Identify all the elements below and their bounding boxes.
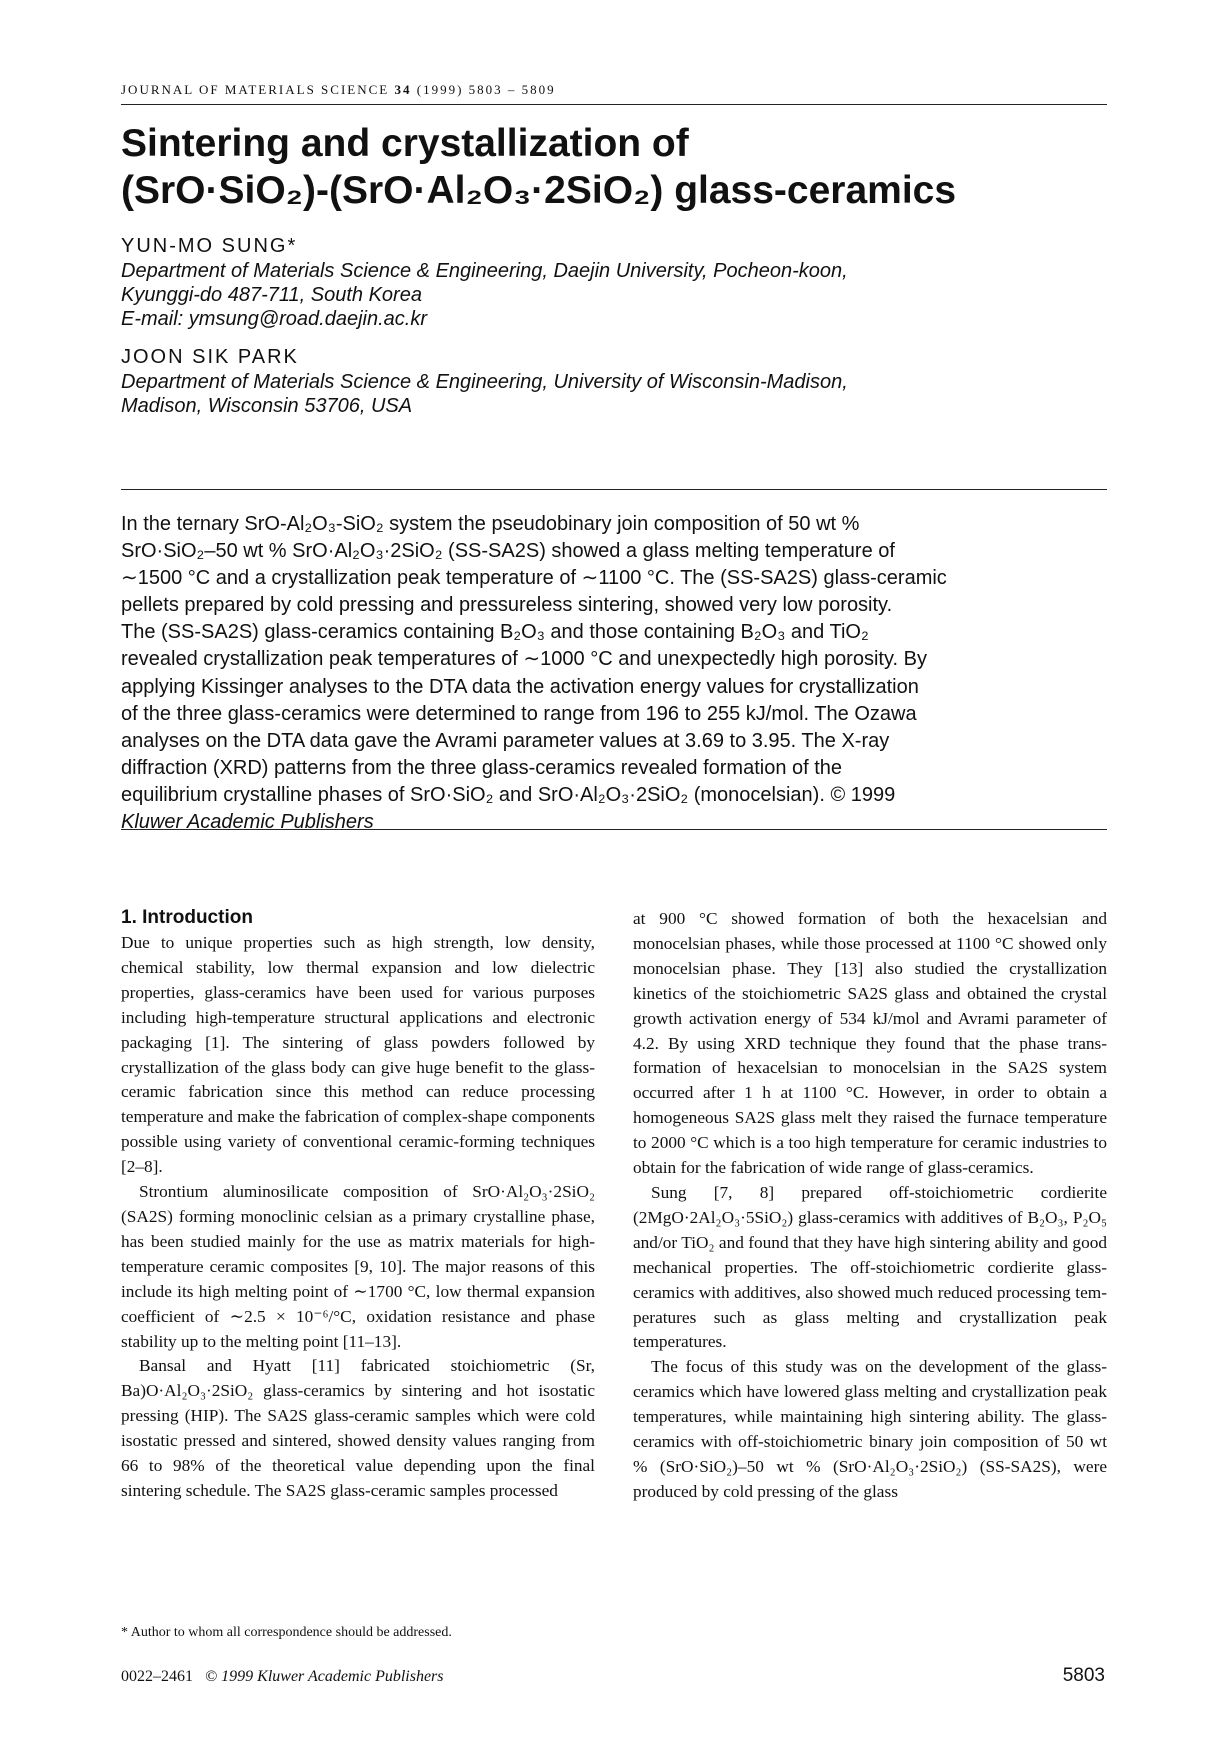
body-paragraph: Sung [7, 8] prepared off-stoichiometric cordierite (2MgO·2Al₂O₃·5SiO₂) glass-ceramics with additives of B₂O₃, P₂O₅ and/or TiO₂ and found that they have high sintering ability and good mechanical properties. The off-stoichiometric cordierite glass-ceramics with additives, also showed much reduced processing temperatures such as glass melting and crystallization peak temperatures.: [633, 1182, 1107, 1352]
abstract-top-rule: [121, 489, 1107, 490]
abstract: [121, 511, 1107, 836]
abstract-line: SrO·SiO₂–50 wt % SrO·Al₂O₃·2SiO₂ (SS-SA2S) showed a glass melting temperature of: [121, 540, 895, 563]
footnote: * Author to whom all correspondence should be addressed.: [121, 1625, 452, 1640]
body-paragraph: at 900 °C showed formation of both the hexacelsian and monocelsian phases, while those processed at 1100 °C showed only monocelsian phase. They [13] also studied the crystallization kinetics of the stoichiometric SA2S glass and obtained the crystal growth activation energy of 534 kJ/mol and Avrami parameter of 4.2. By using XRD technique they found that the phase transformation of hexacelsian to monocelsian in the SA2S system occurred after 1 h at 1100 °C. However, in order to obtain a homogeneous SA2S glass melt they raised the furnace temperature to 2000 °C which is a too high temperature for ceramic industries to obtain for the fabrication of wide range of glass-ceramics.: [633, 909, 1107, 1178]
copyright: © 1999 Kluwer Academic Publishers: [205, 1668, 444, 1685]
body-paragraph: Bansal and Hyatt [11] fabricated stoichiometric (Sr, Ba)O·Al₂O₃·2SiO₂ glass-ceramics by sintering and hot isostatic pressing (HIP). The SA2S glass-ceramic samples which were cold isostatic pressed and sintered, showed density values ranging from 66 to 98% of the theoretical value depending upon the final sintering schedule. The SA2S glass-ceramic samples processed: [121, 1356, 595, 1500]
abstract-line: The (SS-SA2S) glass-ceramics containing B₂O₃ and those containing B₂O₃ and TiO₂: [121, 621, 869, 644]
body-paragraph: Strontium aluminosilicate composition of SrO·Al₂O₃·2SiO₂ (SA2S) forming monoclinic celsian as a primary crystalline phase, has been studied mainly for the use as matrix materials for high-temperature ceramic composites [9, 10]. The major reasons of this include its high melting point of ∼1700 °C, low thermal expansion coefficient of ∼2.5 × 10⁻⁶/°C, oxidation resistance and phase stability up to the melting point [11–13].: [121, 1182, 595, 1351]
abstract-line: equilibrium crystalline phases of SrO·SiO₂ and SrO·Al₂O₃·2SiO₂ (monocelsian). © 1999: [121, 783, 896, 806]
body-paragraph: Due to unique properties such as high strength, low density, chemical stability, low thermal expansion and low dielectric properties, glass-ceramics have been used for various purposes including high-temperature structural applications and electronic packaging [1]. The sintering of glass powders followed by crystallization of the glass body can give huge benefit to the glass-ceramic fabrication since this method can reduce processing temperature and make the fabrication of complex-shape components possible using variety of conventional ceramic-forming techniques [2–8].: [121, 933, 595, 1177]
journal-year-pages: (1999) 5803 – 5809: [411, 82, 556, 97]
section-heading: 1. Introduction: [121, 907, 253, 928]
author-email: E-mail: ymsung@road.daejin.ac.kr: [121, 308, 427, 330]
abstract-line: Kluwer Academic Publishers: [121, 811, 374, 834]
abstract-bottom-rule: [121, 829, 1107, 830]
title-line-1: Sintering and crystallization of: [121, 122, 689, 165]
affiliation-line: Department of Materials Science & Engineering, Daejin University, Pocheon-koon,: [121, 260, 848, 282]
abstract-line: analyses on the DTA data gave the Avrami parameter values at 3.69 to 3.95. The X-ray: [121, 729, 890, 752]
body-column-right: [633, 907, 1107, 1505]
affiliation-line: Kyunggi-do 487-711, South Korea: [121, 284, 422, 306]
author-1-affiliation: [121, 259, 1107, 331]
issn: 0022–2461: [121, 1668, 193, 1685]
author-1-name: YUN-MO SUNG*: [121, 235, 298, 257]
abstract-line: diffraction (XRD) patterns from the three glass-ceramics revealed formation of the: [121, 756, 843, 779]
author-2-affiliation: [121, 370, 1107, 418]
affiliation-line: Madison, Wisconsin 53706, USA: [121, 395, 413, 417]
abstract-line: In the ternary SrO-Al₂O₃-SiO₂ system the pseudobinary join composition of 50 wt %: [121, 513, 860, 535]
body-column-left: [121, 905, 595, 1504]
header-rule: [121, 104, 1107, 105]
abstract-line: of the three glass-ceramics were determined to range from 196 to 255 kJ/mol. The Ozawa: [121, 702, 917, 725]
page-number: 5803: [1062, 1665, 1105, 1686]
affiliation-line: Department of Materials Science & Engineering, University of Wisconsin-Madison,: [121, 371, 848, 393]
title-line-2: (SrO·SiO₂)-(SrO·Al₂O₃·2SiO₂) glass-ceramics: [121, 169, 957, 212]
author-2-name: JOON SIK PARK: [121, 346, 299, 368]
journal-header: [121, 82, 1107, 98]
abstract-line: pellets prepared by cold pressing and pressureless sintering, showed very low porosity.: [121, 594, 893, 617]
abstract-line: ∼1500 °C and a crystallization peak temperature of ∼1100 °C. The (SS-SA2S) glass-ceramic: [121, 567, 947, 590]
body-paragraph: The focus of this study was on the development of the glass-ceramics which have lowered glass melting and crystallization peak temperatures, while maintaining high sintering ability. The glass-ceramics with off-stoichiometric binary join composition of 50 wt % (SrO·SiO₂)–50 wt % (SrO·Al₂O₃·2SiO₂) (SS-SA2S), were produced by cold pressing of the glass: [633, 1357, 1107, 1501]
paper-title: [121, 120, 1107, 214]
journal-volume: 34: [394, 82, 412, 97]
abstract-line: applying Kissinger analyses to the DTA data the activation energy values for crystallization: [121, 675, 919, 698]
footer-left: [121, 1668, 444, 1686]
journal-name: JOURNAL OF MATERIALS SCIENCE: [121, 82, 395, 97]
abstract-line: revealed crystallization peak temperatures of ∼1000 °C and unexpectedly high porosity. By: [121, 648, 927, 671]
